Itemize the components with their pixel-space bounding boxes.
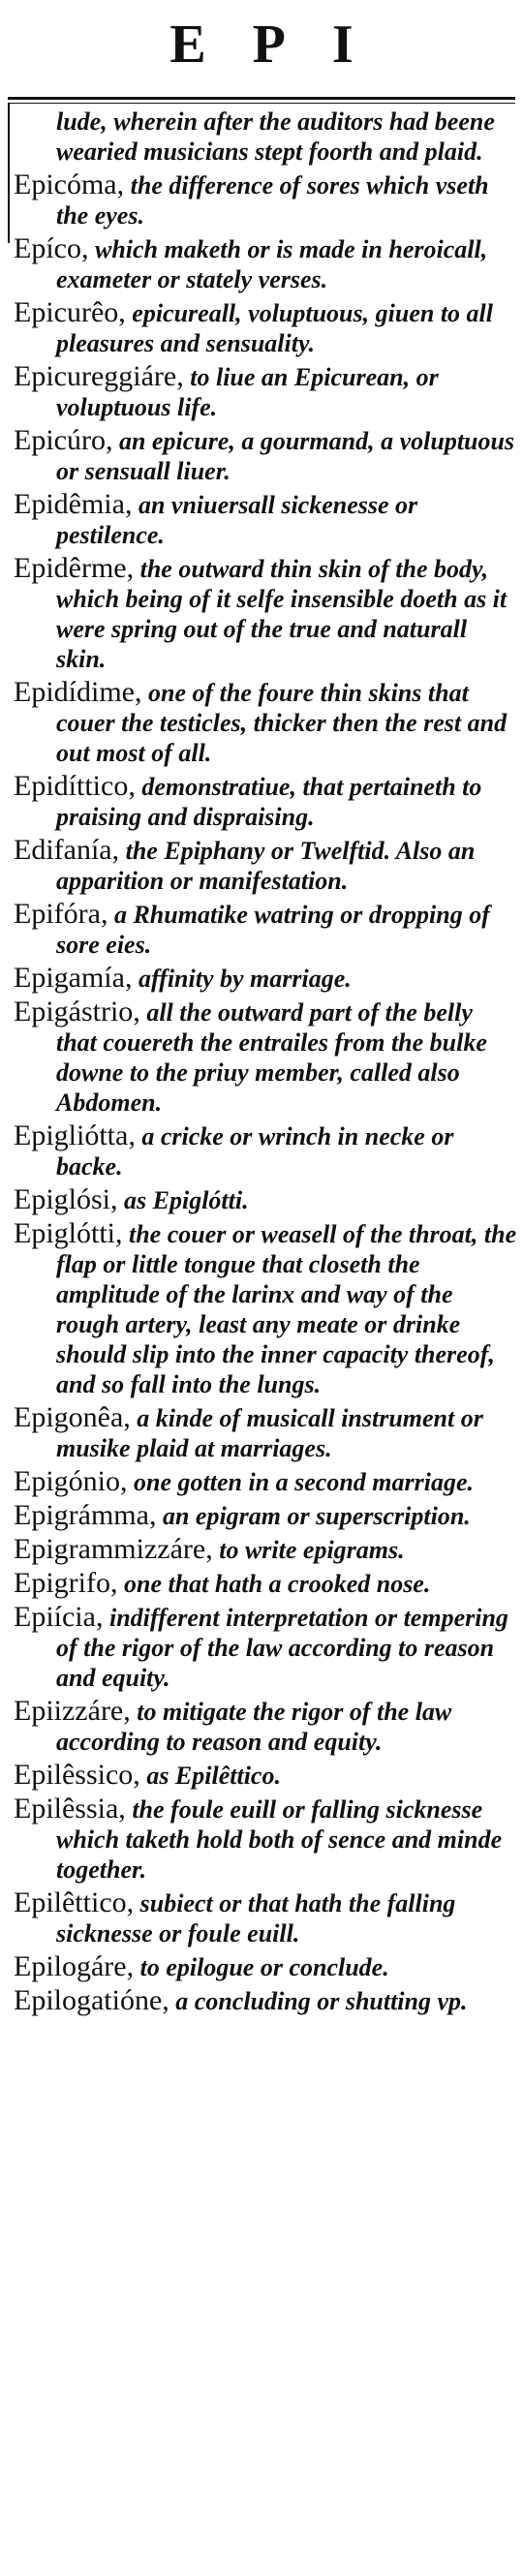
headword: Epidêrme, xyxy=(14,552,135,584)
dictionary-entry xyxy=(14,298,517,358)
definition: affinity by marriage. xyxy=(132,965,352,993)
dictionary-entry xyxy=(14,234,517,294)
definition: one that hath a crooked nose. xyxy=(117,1570,431,1598)
dictionary-entry xyxy=(14,1121,517,1181)
definition: to write epigrams. xyxy=(212,1536,405,1564)
definition: epicureall, voluptuous, giuen to all pleasures and sensuality. xyxy=(56,299,493,357)
definition: a Rhumatike watring or dropping of sore eies. xyxy=(56,901,490,959)
dictionary-entry xyxy=(14,1501,517,1531)
dictionary-entry xyxy=(14,554,517,674)
dictionary-entry xyxy=(14,1952,517,1982)
headword: Epigliótta, xyxy=(14,1119,136,1151)
definition: a cricke or wrinch in necke or backe. xyxy=(56,1122,454,1181)
headword: Epilogáre, xyxy=(14,1950,135,1982)
dictionary-entry xyxy=(14,1185,517,1215)
dictionary-entry xyxy=(14,900,517,960)
headword: Epilêssia, xyxy=(14,1793,126,1825)
running-head: EPI xyxy=(169,15,400,75)
definition: one gotten in a second marriage. xyxy=(127,1468,475,1496)
dictionary-entry xyxy=(14,964,517,994)
headword: Epiícia, xyxy=(14,1601,104,1633)
definition: indifferent interpretation or tempering of the rigor of the law according to reason and equity. xyxy=(56,1604,508,1692)
definition: subiect or that hath the falling sicknesse or foule euill. xyxy=(56,1889,456,1947)
dictionary-entry xyxy=(14,1535,517,1565)
definition: demonstratiue, that pertaineth to praising and dispraising. xyxy=(56,773,482,831)
definition: the outward thin skin of the body, which being of it selfe insensible doeth as it were spring out of the true and naturall skin. xyxy=(56,555,508,673)
definition: to liue an Epicurean, or voluptuous life. xyxy=(56,363,439,421)
headword: Epicurêo, xyxy=(14,296,126,328)
headword: Epigonêa, xyxy=(14,1401,131,1433)
dictionary-entry xyxy=(14,1467,517,1497)
dictionary-entry xyxy=(14,1219,517,1399)
headword: Epigrámma, xyxy=(14,1499,157,1531)
dictionary-entry xyxy=(14,107,517,167)
headword: Epidíttico, xyxy=(14,770,136,802)
dictionary-entry xyxy=(14,678,517,768)
headword: Epidídime, xyxy=(14,676,142,708)
dictionary-entry xyxy=(14,362,517,422)
headword: Epicureggiáre, xyxy=(14,360,184,392)
dictionary-entry xyxy=(14,490,517,550)
dictionary-entry xyxy=(14,170,517,230)
dictionary-entry xyxy=(14,1603,517,1693)
dictionary-entry xyxy=(14,1986,517,2016)
dictionary-entry xyxy=(14,1403,517,1463)
header-rule xyxy=(8,97,515,100)
headword: Epiglótti, xyxy=(14,1217,123,1249)
margin-line xyxy=(8,103,10,243)
headword: Epigamía, xyxy=(14,962,133,994)
definition: as Epilêttico. xyxy=(139,1762,281,1790)
definition: an epigram or superscription. xyxy=(156,1502,471,1530)
headword: Epidêmia, xyxy=(14,488,133,520)
definition: the foule euill or falling sicknesse which taketh hold both of sence and minde together. xyxy=(56,1795,503,1884)
definition: which maketh or is made in heroicall, exameter or stately verses. xyxy=(56,235,488,293)
headword: Epicúro, xyxy=(14,424,113,456)
dictionary-entry xyxy=(14,1569,517,1599)
definition: to mitigate the rigor of the law according to reason and equity. xyxy=(56,1698,452,1756)
dictionary-entry xyxy=(14,1888,517,1948)
headword: Epilêssico, xyxy=(14,1759,140,1791)
dictionary-entry xyxy=(14,997,517,1118)
dictionary-entry xyxy=(14,1697,517,1757)
headword: Epicóma, xyxy=(14,169,125,200)
headword: Epilêttico, xyxy=(14,1886,135,1918)
headword: Edifanía, xyxy=(14,834,120,866)
headword: Epigrammizzáre, xyxy=(14,1533,213,1565)
definition: to epilogue or conclude. xyxy=(134,1953,389,1981)
definition: an vniuersall sickenesse or pestilence. xyxy=(56,491,418,549)
headword: Epíco, xyxy=(14,232,89,264)
definition: one of the foure thin skins that couer the testicles, thicker then the rest and out most of all. xyxy=(56,679,508,767)
header-rule-thin xyxy=(8,103,515,104)
definition: the difference of sores which vseth the eyes. xyxy=(56,171,489,230)
dictionary-entry xyxy=(14,1761,517,1791)
dictionary-entry xyxy=(14,836,517,896)
definition: the couer or weasell of the throat, the flap or little tongue that closeth the amplitude of the larinx and way of the rough artery, least any meate or drinke should slip into the inner capacity thereof, and so fall into the lungs. xyxy=(56,1220,517,1398)
definition: the Epiphany or Twelftid. Also an apparition or manifestation. xyxy=(56,837,476,895)
headword: Epigástrio, xyxy=(14,996,140,1027)
page-header xyxy=(0,0,523,97)
dictionary-entry xyxy=(14,426,517,486)
headword: Epiizzáre, xyxy=(14,1695,131,1727)
dictionary-entry xyxy=(14,1794,517,1885)
dictionary-entries xyxy=(14,107,517,2020)
headword: Epifóra, xyxy=(14,898,108,930)
headword: Epigónio, xyxy=(14,1465,128,1497)
definition: lude, wherein after the auditors had beene wearied musicians stept foorth and plaid. xyxy=(56,107,495,166)
dictionary-entry xyxy=(14,772,517,832)
headword: Epigrifo, xyxy=(14,1567,118,1599)
headword: Epiglósi, xyxy=(14,1183,118,1215)
definition: as Epiglótti. xyxy=(117,1186,249,1214)
definition: a concluding or shutting vp. xyxy=(169,1987,468,2015)
definition: an epicure, a gourmand, a voluptuous or sensuall liuer. xyxy=(56,427,515,485)
definition: a kinde of musicall instrument or musike plaid at marriages. xyxy=(56,1404,483,1462)
headword: Epilogatióne, xyxy=(14,1984,169,2016)
definition: all the outward part of the belly that couereth the entrailes from the bulke downe to the priuy member, called also Abdomen. xyxy=(56,998,487,1117)
